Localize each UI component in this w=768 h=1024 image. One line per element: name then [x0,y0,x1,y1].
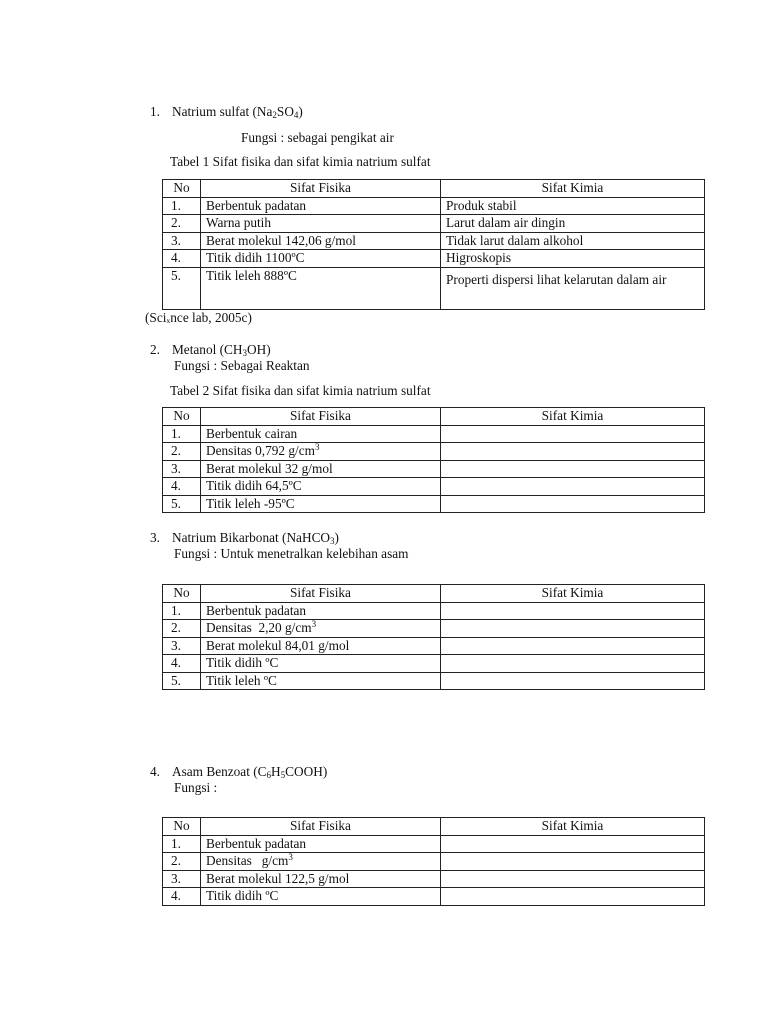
section-number: 3. [150,530,160,545]
table-row [163,870,705,888]
table-2-caption: Tabel 2 Sifat fisika dan sifat kimia natrium sulfat [170,383,431,398]
table-row [163,495,705,513]
cell-no: 2. [163,443,201,461]
header-sifat-kimia: Sifat Kimia [441,818,705,836]
cell-kimia: Tidak larut dalam alkohol [441,232,705,250]
table-header-row [163,408,705,426]
cell-fisika: Berat molekul 122,5 g/mol [201,870,441,888]
cell-no: 3. [163,460,201,478]
table-row [163,425,705,443]
section-2-heading [150,342,271,358]
section-1-heading [150,104,303,120]
header-no: No [163,585,201,603]
cell-fisika: Berat molekul 32 g/mol [201,460,441,478]
table-row [163,250,705,268]
cell-fisika: Berbentuk cairan [201,425,441,443]
cell-no: 5. [163,267,201,309]
table-row [163,197,705,215]
cell-kimia: Larut dalam air dingin [441,215,705,233]
table-row [163,655,705,673]
cell-no: 3. [163,637,201,655]
section-4-heading [150,764,327,780]
superscript: 3 [311,619,317,629]
table-4 [162,817,705,906]
cell-kimia [441,655,705,673]
cell-fisika: Berat molekul 142,06 g/mol [201,232,441,250]
cell-fisika: Titik leleh ºC [201,672,441,690]
heading-text: OH) [247,342,271,357]
cell-kimia [441,602,705,620]
cell-fisika: Berbentuk padatan [201,602,441,620]
heading-text: H [271,764,281,779]
table-row [163,672,705,690]
header-sifat-kimia: Sifat Kimia [441,408,705,426]
cell-fisika: Berat molekul 84,01 g/mol [201,637,441,655]
table-row [163,853,705,871]
header-sifat-kimia: Sifat Kimia [441,180,705,198]
cell-fisika [201,853,441,871]
table-header-row [163,180,705,198]
heading-text: COOH) [285,764,328,779]
cell-no: 1. [163,425,201,443]
cell-fisika: Titik didih ºC [201,888,441,906]
cell-kimia: Produk stabil [441,197,705,215]
cell-kimia [441,637,705,655]
cell-fisika: Berbentuk padatan [201,197,441,215]
section-4-function: Fungsi : [174,780,218,795]
table-1 [162,179,705,310]
section-number: 1. [150,104,160,119]
table-row [163,443,705,461]
heading-text: Asam Benzoat (C [171,764,267,779]
cell-kimia [441,870,705,888]
table-row [163,478,705,496]
heading-text: Metanol (CH [171,342,243,357]
section-number: 2. [150,342,160,357]
cell-no: 2. [163,853,201,871]
header-sifat-fisika: Sifat Fisika [201,180,441,198]
cell-no: 1. [163,835,201,853]
superscript: 3 [314,442,320,452]
cell-no: 2. [163,620,201,638]
cell-no: 2. [163,215,201,233]
header-no: No [163,818,201,836]
density-text: Densitas g/cm [206,853,289,868]
table-header-row [163,585,705,603]
subscript: 4 [293,110,299,120]
table-row [163,835,705,853]
cell-fisika: Titik didih 1100ºC [201,250,441,268]
cell-no: 4. [163,888,201,906]
density-text: Densitas 2,20 g/cm [206,620,312,635]
subscript: 2 [272,110,277,120]
heading-text: SO [276,104,294,119]
cell-kimia: Properti dispersi lihat kelarutan dalam air [441,267,705,309]
cell-kimia [441,443,705,461]
header-sifat-kimia: Sifat Kimia [441,585,705,603]
cell-no: 4. [163,655,201,673]
cell-kimia [441,460,705,478]
section-number: 4. [150,764,160,779]
heading-text: Natrium sulfat (Na [171,104,273,119]
density-text: Densitas 0,792 g/cm [206,443,315,458]
table-row [163,602,705,620]
cell-kimia [441,888,705,906]
cell-fisika: Titik didih 64,5ºC [201,478,441,496]
cell-fisika [201,443,441,461]
section-1-function: Fungsi : sebagai pengikat air [241,130,394,145]
section-3-heading [150,530,339,546]
section-3-function: Fungsi : Untuk menetralkan kelebihan asam [174,546,409,561]
cell-no: 5. [163,495,201,513]
table-row [163,888,705,906]
cell-kimia: Higroskopis [441,250,705,268]
subscript: 5 [280,770,286,780]
cell-fisika: Titik leleh -95ºC [201,495,441,513]
table-row [163,267,705,309]
cell-kimia [441,835,705,853]
heading-text: Natrium Bikarbonat (NaHCO [171,530,331,545]
table-header-row [163,818,705,836]
cell-no: 1. [163,602,201,620]
table-row [163,460,705,478]
cell-kimia [441,620,705,638]
cell-no: 3. [163,870,201,888]
cell-no: 1. [163,197,201,215]
table-1-caption: Tabel 1 Sifat fisika dan sifat kimia natrium sulfat [170,154,431,169]
table-row [163,215,705,233]
cell-fisika: Warna putih [201,215,441,233]
cell-fisika: Titik leleh 888ºC [201,267,441,309]
cell-fisika: Titik didih ºC [201,655,441,673]
subscript: 6 [266,770,272,780]
table-row [163,637,705,655]
header-sifat-fisika: Sifat Fisika [201,585,441,603]
cell-no: 3. [163,232,201,250]
superscript: 3 [288,852,293,862]
cell-fisika: Berbentuk padatan [201,835,441,853]
table-2 [162,407,705,513]
cell-kimia [441,853,705,871]
cell-kimia [441,478,705,496]
header-no: No [163,180,201,198]
table-row [163,620,705,638]
cell-kimia [441,425,705,443]
cell-no: 4. [163,250,201,268]
header-no: No [163,408,201,426]
section-2-function: Fungsi : Sebagai Reaktan [174,358,310,373]
subscript: 3 [330,536,335,546]
table-3 [162,584,705,690]
subscript: 3 [242,348,248,358]
cell-no: 4. [163,478,201,496]
source-citation: (Sciₓnce lab, 2005c) [145,310,252,325]
table-row [163,232,705,250]
header-sifat-fisika: Sifat Fisika [201,818,441,836]
heading-text: ) [298,104,303,119]
cell-kimia [441,495,705,513]
heading-text: ) [334,530,339,545]
cell-fisika [201,620,441,638]
cell-no: 5. [163,672,201,690]
header-sifat-fisika: Sifat Fisika [201,408,441,426]
cell-kimia [441,672,705,690]
